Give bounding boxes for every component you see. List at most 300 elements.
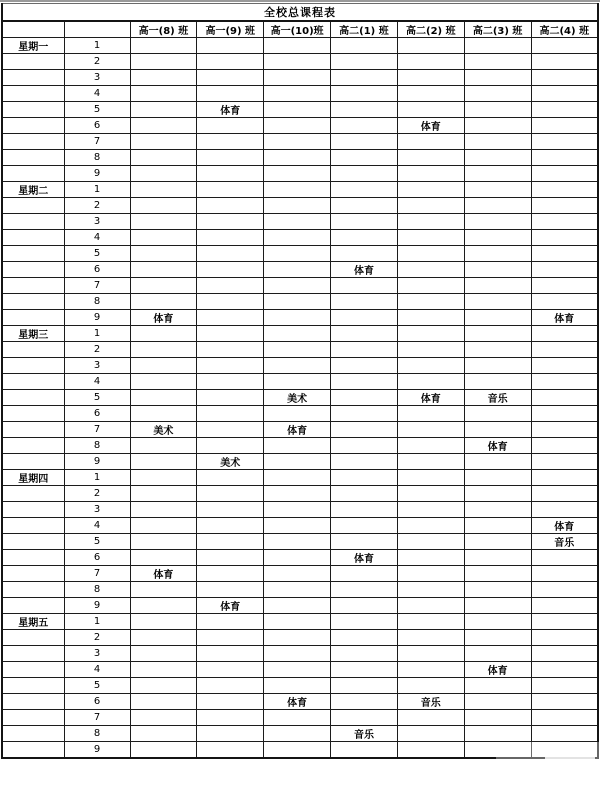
empty-schedule-cell — [464, 150, 531, 166]
empty-schedule-cell — [397, 582, 464, 598]
empty-schedule-cell — [197, 54, 264, 70]
period-number-cell: 4 — [64, 374, 130, 390]
empty-schedule-cell — [130, 374, 197, 390]
empty-schedule-cell — [397, 134, 464, 150]
empty-schedule-cell — [130, 230, 197, 246]
subject-cell: 体育 — [197, 598, 264, 614]
empty-schedule-cell — [331, 214, 398, 230]
empty-schedule-cell — [264, 550, 331, 566]
period-number-cell: 5 — [64, 102, 130, 118]
empty-schedule-cell — [264, 534, 331, 550]
empty-schedule-cell — [397, 70, 464, 86]
empty-schedule-cell — [331, 134, 398, 150]
table-row — [2, 614, 598, 630]
empty-schedule-cell — [264, 518, 331, 534]
empty-schedule-cell — [130, 70, 197, 86]
empty-schedule-cell — [531, 630, 598, 646]
empty-schedule-cell — [464, 358, 531, 374]
header-row — [2, 21, 598, 38]
empty-schedule-cell — [197, 742, 264, 758]
empty-schedule-cell — [197, 166, 264, 182]
empty-schedule-cell — [464, 134, 531, 150]
empty-schedule-cell — [264, 566, 331, 582]
period-number-cell: 1 — [64, 326, 130, 342]
empty-schedule-cell — [130, 198, 197, 214]
page-title: 全校总课程表 — [2, 4, 598, 22]
empty-schedule-cell — [331, 534, 398, 550]
empty-schedule-cell — [397, 246, 464, 262]
day-empty-cell — [2, 214, 64, 230]
empty-schedule-cell — [264, 214, 331, 230]
period-number-cell: 2 — [64, 486, 130, 502]
empty-schedule-cell — [264, 406, 331, 422]
watermark-shape — [502, 796, 596, 799]
table-row — [2, 630, 598, 646]
empty-schedule-cell — [531, 502, 598, 518]
empty-schedule-cell — [197, 694, 264, 710]
empty-schedule-cell — [197, 582, 264, 598]
table-row — [2, 390, 598, 406]
empty-schedule-cell — [397, 726, 464, 742]
empty-schedule-cell — [397, 646, 464, 662]
empty-schedule-cell — [264, 614, 331, 630]
period-number-cell: 6 — [64, 550, 130, 566]
empty-schedule-cell — [397, 662, 464, 678]
empty-schedule-cell — [130, 102, 197, 118]
period-number-cell: 2 — [64, 630, 130, 646]
empty-schedule-cell — [264, 662, 331, 678]
day-empty-cell — [2, 54, 64, 70]
empty-schedule-cell — [331, 182, 398, 198]
empty-schedule-cell — [531, 326, 598, 342]
period-number-cell: 6 — [64, 118, 130, 134]
table-row — [2, 422, 598, 438]
empty-schedule-cell — [464, 374, 531, 390]
period-number-cell: 9 — [64, 166, 130, 182]
day-empty-cell — [2, 102, 64, 118]
empty-schedule-cell — [264, 86, 331, 102]
subject-cell: 体育 — [464, 662, 531, 678]
table-row — [2, 230, 598, 246]
period-number-cell: 3 — [64, 358, 130, 374]
empty-schedule-cell — [531, 214, 598, 230]
day-empty-cell — [2, 374, 64, 390]
period-header-cell — [64, 21, 130, 38]
empty-schedule-cell — [531, 486, 598, 502]
empty-schedule-cell — [397, 294, 464, 310]
column-header: 高二(4) 班 — [531, 21, 598, 38]
day-empty-cell — [2, 582, 64, 598]
day-empty-cell — [2, 710, 64, 726]
day-empty-cell — [2, 166, 64, 182]
empty-schedule-cell — [397, 502, 464, 518]
empty-schedule-cell — [130, 86, 197, 102]
empty-schedule-cell — [531, 70, 598, 86]
empty-schedule-cell — [264, 166, 331, 182]
empty-schedule-cell — [130, 262, 197, 278]
empty-schedule-cell — [531, 710, 598, 726]
table-row — [2, 678, 598, 694]
empty-schedule-cell — [197, 86, 264, 102]
empty-schedule-cell — [264, 726, 331, 742]
empty-schedule-cell — [464, 742, 531, 758]
empty-schedule-cell — [197, 326, 264, 342]
empty-schedule-cell — [531, 550, 598, 566]
empty-schedule-cell — [264, 630, 331, 646]
day-label-cell: 星期四 — [2, 470, 64, 486]
empty-schedule-cell — [331, 710, 398, 726]
period-number-cell: 3 — [64, 646, 130, 662]
period-number-cell: 1 — [64, 38, 130, 54]
period-number-cell: 5 — [64, 534, 130, 550]
table-row — [2, 70, 598, 86]
day-header-cell — [2, 21, 64, 38]
table-row — [2, 262, 598, 278]
empty-schedule-cell — [331, 374, 398, 390]
empty-schedule-cell — [197, 182, 264, 198]
day-empty-cell — [2, 646, 64, 662]
empty-schedule-cell — [197, 214, 264, 230]
empty-schedule-cell — [331, 326, 398, 342]
empty-schedule-cell — [531, 422, 598, 438]
empty-schedule-cell — [464, 198, 531, 214]
subject-cell: 体育 — [397, 390, 464, 406]
table-row — [2, 326, 598, 342]
empty-schedule-cell — [397, 534, 464, 550]
day-empty-cell — [2, 342, 64, 358]
empty-schedule-cell — [331, 198, 398, 214]
empty-schedule-cell — [464, 678, 531, 694]
empty-schedule-cell — [464, 182, 531, 198]
empty-schedule-cell — [264, 646, 331, 662]
day-empty-cell — [2, 630, 64, 646]
empty-schedule-cell — [331, 102, 398, 118]
empty-schedule-cell — [397, 166, 464, 182]
empty-schedule-cell — [531, 374, 598, 390]
day-empty-cell — [2, 502, 64, 518]
empty-schedule-cell — [264, 262, 331, 278]
empty-schedule-cell — [331, 150, 398, 166]
table-row — [2, 310, 598, 326]
empty-schedule-cell — [264, 598, 331, 614]
empty-schedule-cell — [397, 438, 464, 454]
empty-schedule-cell — [464, 550, 531, 566]
empty-schedule-cell — [264, 454, 331, 470]
empty-schedule-cell — [397, 182, 464, 198]
empty-schedule-cell — [197, 422, 264, 438]
empty-schedule-cell — [130, 630, 197, 646]
table-row — [2, 662, 598, 678]
empty-schedule-cell — [197, 310, 264, 326]
empty-schedule-cell — [397, 518, 464, 534]
empty-schedule-cell — [464, 214, 531, 230]
empty-schedule-cell — [197, 294, 264, 310]
empty-schedule-cell — [531, 694, 598, 710]
empty-schedule-cell — [531, 358, 598, 374]
period-number-cell: 6 — [64, 694, 130, 710]
period-number-cell: 8 — [64, 438, 130, 454]
table-row — [2, 214, 598, 230]
empty-schedule-cell — [197, 646, 264, 662]
empty-schedule-cell — [130, 294, 197, 310]
table-row — [2, 550, 598, 566]
empty-schedule-cell — [331, 438, 398, 454]
table-row — [2, 134, 598, 150]
table-row — [2, 438, 598, 454]
empty-schedule-cell — [531, 262, 598, 278]
empty-schedule-cell — [197, 342, 264, 358]
empty-schedule-cell — [531, 118, 598, 134]
day-empty-cell — [2, 598, 64, 614]
empty-schedule-cell — [397, 678, 464, 694]
day-empty-cell — [2, 742, 64, 758]
empty-schedule-cell — [130, 710, 197, 726]
empty-schedule-cell — [197, 662, 264, 678]
period-number-cell: 3 — [64, 214, 130, 230]
empty-schedule-cell — [197, 38, 264, 54]
empty-schedule-cell — [197, 278, 264, 294]
empty-schedule-cell — [464, 694, 531, 710]
empty-schedule-cell — [397, 566, 464, 582]
empty-schedule-cell — [197, 406, 264, 422]
empty-schedule-cell — [264, 182, 331, 198]
empty-schedule-cell — [197, 358, 264, 374]
empty-schedule-cell — [531, 614, 598, 630]
empty-schedule-cell — [464, 406, 531, 422]
empty-schedule-cell — [264, 438, 331, 454]
table-row — [2, 166, 598, 182]
empty-schedule-cell — [331, 646, 398, 662]
empty-schedule-cell — [464, 230, 531, 246]
subject-cell: 美术 — [264, 390, 331, 406]
empty-schedule-cell — [264, 230, 331, 246]
table-row — [2, 246, 598, 262]
empty-schedule-cell — [331, 38, 398, 54]
empty-schedule-cell — [464, 278, 531, 294]
subject-cell: 体育 — [531, 310, 598, 326]
day-empty-cell — [2, 246, 64, 262]
empty-schedule-cell — [464, 646, 531, 662]
subject-cell: 体育 — [264, 694, 331, 710]
empty-schedule-cell — [464, 326, 531, 342]
subject-cell: 体育 — [130, 566, 197, 582]
subject-cell: 体育 — [130, 310, 197, 326]
day-empty-cell — [2, 118, 64, 134]
empty-schedule-cell — [130, 662, 197, 678]
period-number-cell: 6 — [64, 406, 130, 422]
day-empty-cell — [2, 518, 64, 534]
period-number-cell: 8 — [64, 726, 130, 742]
empty-schedule-cell — [130, 166, 197, 182]
empty-schedule-cell — [331, 294, 398, 310]
empty-schedule-cell — [264, 294, 331, 310]
table-row — [2, 502, 598, 518]
empty-schedule-cell — [197, 726, 264, 742]
day-empty-cell — [2, 486, 64, 502]
empty-schedule-cell — [264, 358, 331, 374]
empty-schedule-cell — [531, 54, 598, 70]
empty-schedule-cell — [464, 38, 531, 54]
empty-schedule-cell — [331, 694, 398, 710]
empty-schedule-cell — [130, 134, 197, 150]
day-empty-cell — [2, 454, 64, 470]
empty-schedule-cell — [464, 342, 531, 358]
empty-schedule-cell — [331, 422, 398, 438]
empty-schedule-cell — [331, 486, 398, 502]
empty-schedule-cell — [331, 742, 398, 758]
subject-cell: 体育 — [197, 102, 264, 118]
empty-schedule-cell — [397, 406, 464, 422]
period-number-cell: 8 — [64, 294, 130, 310]
empty-schedule-cell — [197, 134, 264, 150]
subject-cell: 体育 — [331, 262, 398, 278]
empty-schedule-cell — [264, 470, 331, 486]
empty-schedule-cell — [397, 358, 464, 374]
empty-schedule-cell — [531, 166, 598, 182]
empty-schedule-cell — [531, 342, 598, 358]
subject-cell: 音乐 — [397, 694, 464, 710]
table-row — [2, 646, 598, 662]
empty-schedule-cell — [331, 566, 398, 582]
empty-schedule-cell — [130, 358, 197, 374]
empty-schedule-cell — [130, 742, 197, 758]
empty-schedule-cell — [197, 118, 264, 134]
empty-schedule-cell — [464, 454, 531, 470]
empty-schedule-cell — [331, 662, 398, 678]
empty-schedule-cell — [130, 502, 197, 518]
table-row — [2, 86, 598, 102]
period-number-cell: 7 — [64, 134, 130, 150]
column-header: 高二(3) 班 — [464, 21, 531, 38]
empty-schedule-cell — [331, 678, 398, 694]
subject-cell: 音乐 — [531, 534, 598, 550]
table-row — [2, 694, 598, 710]
empty-schedule-cell — [130, 454, 197, 470]
subject-cell: 体育 — [531, 518, 598, 534]
table-row — [2, 38, 598, 54]
empty-schedule-cell — [264, 374, 331, 390]
empty-schedule-cell — [397, 86, 464, 102]
day-empty-cell — [2, 726, 64, 742]
table-row — [2, 374, 598, 390]
scan-top-edge — [0, 0, 600, 2]
day-empty-cell — [2, 566, 64, 582]
day-empty-cell — [2, 662, 64, 678]
empty-schedule-cell — [531, 678, 598, 694]
empty-schedule-cell — [397, 278, 464, 294]
empty-schedule-cell — [397, 486, 464, 502]
table-row — [2, 534, 598, 550]
period-number-cell: 1 — [64, 182, 130, 198]
empty-schedule-cell — [130, 614, 197, 630]
watermark-shape — [510, 774, 584, 783]
empty-schedule-cell — [130, 246, 197, 262]
empty-schedule-cell — [331, 470, 398, 486]
empty-schedule-cell — [464, 54, 531, 70]
period-number-cell: 8 — [64, 150, 130, 166]
empty-schedule-cell — [197, 262, 264, 278]
empty-schedule-cell — [331, 86, 398, 102]
empty-schedule-cell — [264, 246, 331, 262]
empty-schedule-cell — [264, 54, 331, 70]
empty-schedule-cell — [397, 38, 464, 54]
empty-schedule-cell — [397, 374, 464, 390]
table-row — [2, 150, 598, 166]
empty-schedule-cell — [264, 582, 331, 598]
table-row — [2, 566, 598, 582]
empty-schedule-cell — [130, 726, 197, 742]
empty-schedule-cell — [130, 550, 197, 566]
empty-schedule-cell — [264, 310, 331, 326]
day-empty-cell — [2, 422, 64, 438]
period-number-cell: 1 — [64, 614, 130, 630]
empty-schedule-cell — [531, 742, 598, 758]
empty-schedule-cell — [397, 742, 464, 758]
empty-schedule-cell — [397, 630, 464, 646]
empty-schedule-cell — [464, 614, 531, 630]
table-row — [2, 726, 598, 742]
empty-schedule-cell — [464, 86, 531, 102]
empty-schedule-cell — [464, 118, 531, 134]
empty-schedule-cell — [464, 726, 531, 742]
table-row — [2, 278, 598, 294]
empty-schedule-cell — [264, 70, 331, 86]
empty-schedule-cell — [331, 246, 398, 262]
period-number-cell: 3 — [64, 502, 130, 518]
empty-schedule-cell — [464, 294, 531, 310]
empty-schedule-cell — [197, 678, 264, 694]
day-label-cell: 星期五 — [2, 614, 64, 630]
empty-schedule-cell — [197, 438, 264, 454]
empty-schedule-cell — [197, 390, 264, 406]
empty-schedule-cell — [130, 598, 197, 614]
empty-schedule-cell — [464, 102, 531, 118]
empty-schedule-cell — [197, 566, 264, 582]
empty-schedule-cell — [264, 502, 331, 518]
table-row — [2, 518, 598, 534]
empty-schedule-cell — [264, 710, 331, 726]
timetable-body — [2, 38, 598, 758]
empty-schedule-cell — [264, 278, 331, 294]
day-empty-cell — [2, 86, 64, 102]
empty-schedule-cell — [130, 470, 197, 486]
empty-schedule-cell — [531, 230, 598, 246]
empty-schedule-cell — [397, 710, 464, 726]
empty-schedule-cell — [331, 166, 398, 182]
day-empty-cell — [2, 278, 64, 294]
empty-schedule-cell — [531, 246, 598, 262]
subject-cell: 体育 — [464, 438, 531, 454]
title-row — [2, 4, 598, 22]
period-number-cell: 8 — [64, 582, 130, 598]
subject-cell: 体育 — [331, 550, 398, 566]
empty-schedule-cell — [197, 230, 264, 246]
table-row — [2, 118, 598, 134]
period-number-cell: 7 — [64, 278, 130, 294]
table-row — [2, 486, 598, 502]
empty-schedule-cell — [197, 502, 264, 518]
table-row — [2, 182, 598, 198]
empty-schedule-cell — [464, 598, 531, 614]
timetable — [1, 3, 599, 759]
empty-schedule-cell — [197, 614, 264, 630]
empty-schedule-cell — [531, 566, 598, 582]
day-empty-cell — [2, 150, 64, 166]
empty-schedule-cell — [264, 118, 331, 134]
empty-schedule-cell — [264, 134, 331, 150]
empty-schedule-cell — [531, 86, 598, 102]
empty-schedule-cell — [464, 566, 531, 582]
